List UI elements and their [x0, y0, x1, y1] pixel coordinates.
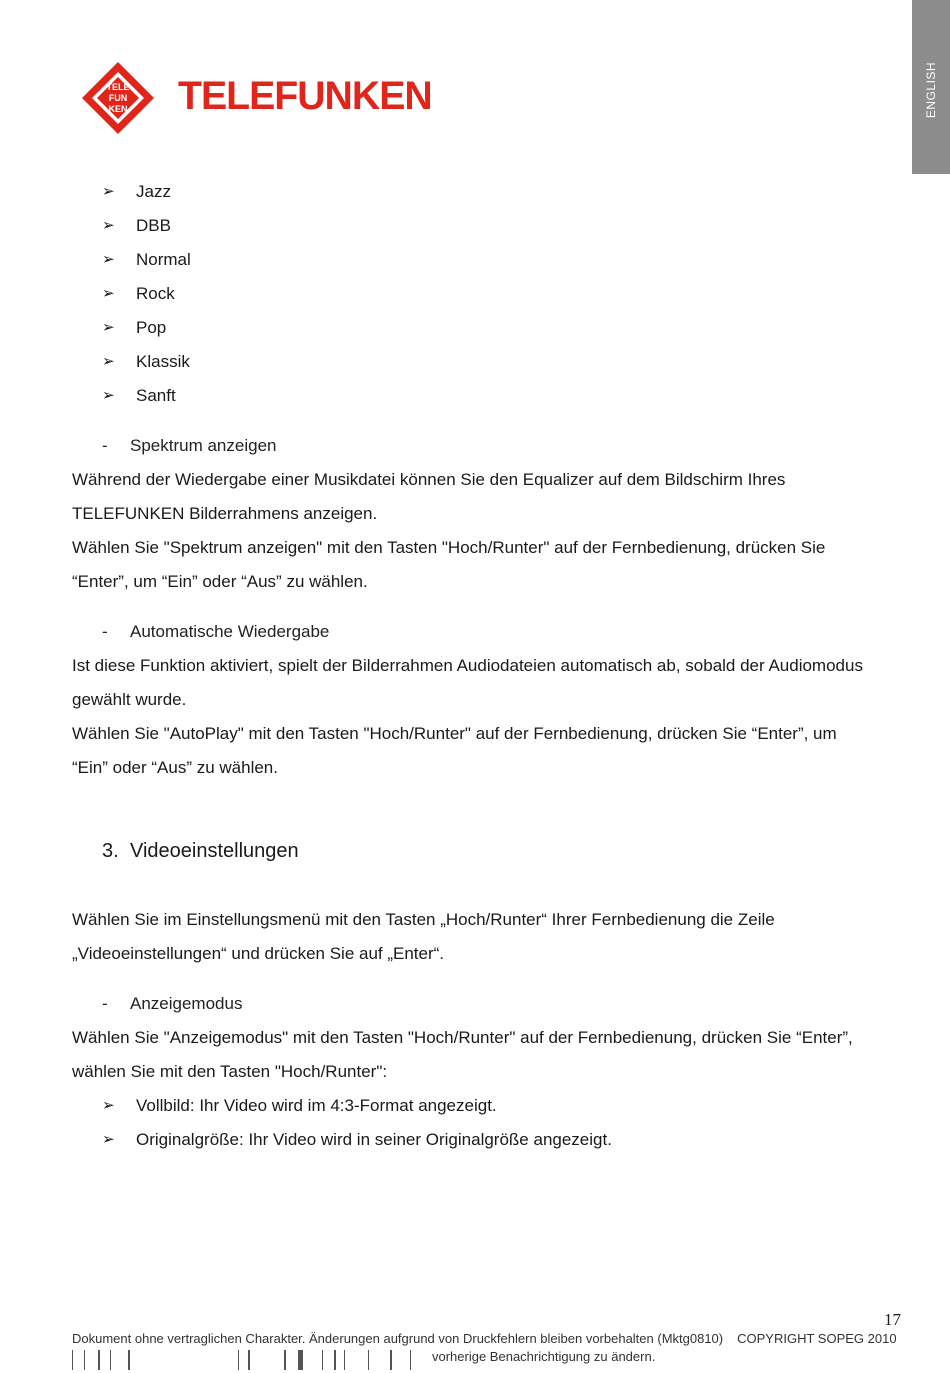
- option-term: Vollbild: [136, 1096, 190, 1115]
- paragraph: wählen Sie mit den Tasten "Hoch/Runter":: [72, 1062, 388, 1081]
- arrow-bullet-icon: ➢: [102, 319, 115, 336]
- section-number: 3.: [102, 840, 119, 862]
- subsection-title-anzeigemodus: - Anzeigemodus: [102, 994, 243, 1013]
- brand-name: TELEFUNKEN: [178, 73, 432, 118]
- arrow-bullet-icon: ➢: [102, 1131, 115, 1148]
- arrow-bullet-icon: ➢: [102, 217, 115, 234]
- paragraph: gewählt wurde.: [72, 690, 187, 709]
- paragraph: Wählen Sie "Anzeigemodus" mit den Tasten "Hoch/Runter" auf der Fernbedienung, drücken Sie “Enter”,: [72, 1028, 853, 1047]
- list-item-label: Klassik: [136, 352, 190, 371]
- paragraph: Wählen Sie "Spektrum anzeigen" mit den Tasten "Hoch/Runter" auf der Fernbedienung, drücken Sie: [72, 538, 826, 557]
- paragraph: “Ein” oder “Aus” zu wählen.: [72, 758, 278, 777]
- list-item-label: Pop: [136, 318, 167, 337]
- list-item: [72, 243, 902, 277]
- option-term: Originalgröße: [136, 1130, 239, 1149]
- arrow-bullet-icon: ➢: [102, 183, 115, 200]
- language-tab-label: ENGLISH: [924, 61, 938, 119]
- list-item-label: DBB: [136, 216, 171, 235]
- paragraph: Wählen Sie im Einstellungsmenü mit den Tasten „Hoch/Runter“ Ihrer Fernbedienung die Zeile: [72, 910, 775, 929]
- arrow-bullet-icon: ➢: [102, 251, 115, 268]
- paragraph: TELEFUNKEN Bilderrahmens anzeigen.: [72, 504, 378, 523]
- language-tab: [912, 0, 950, 174]
- list-item: [72, 379, 902, 413]
- telefunken-logo: [80, 60, 437, 136]
- emblem-text-1: TELE: [106, 82, 130, 92]
- arrow-bullet-icon: ➢: [102, 285, 115, 302]
- list-item-label: Rock: [136, 284, 175, 303]
- list-item-label: Sanft: [136, 386, 176, 405]
- list-item-label: Jazz: [136, 182, 171, 201]
- page-number: 17: [884, 1310, 901, 1329]
- paragraph: „Videoeinstellungen“ und drücken Sie auf „Enter“.: [72, 944, 445, 963]
- footer: [72, 1330, 897, 1366]
- footer-disclaimer: Dokument ohne vertraglichen Charakter. Änderungen aufgrund von Druckfehlern bleiben vorbehalten (Mktg0810): [72, 1331, 724, 1346]
- option-text: : Ihr Video wird im 4:3-Format angezeigt.: [189, 1096, 497, 1115]
- footer-line-2: vorherige Benachrichtigung zu ändern.: [432, 1349, 656, 1364]
- paragraph: “Enter”, um “Ein” oder “Aus” zu wählen.: [72, 572, 368, 591]
- arrow-bullet-icon: ➢: [102, 1097, 115, 1114]
- list-item: [72, 209, 902, 243]
- list-item: [72, 345, 902, 379]
- list-item: [72, 277, 902, 311]
- list-item: [72, 1089, 902, 1123]
- arrow-bullet-icon: ➢: [102, 387, 115, 404]
- section-title: Videoeinstellungen: [130, 840, 299, 862]
- section-heading: [72, 831, 902, 871]
- paragraph: Während der Wiedergabe einer Musikdatei können Sie den Equalizer auf dem Bildschirm Ihres: [72, 470, 786, 489]
- list-item: [72, 175, 902, 209]
- subsection-title-autoplay: - Automatische Wiedergabe: [102, 622, 330, 641]
- document-body: [72, 175, 902, 1157]
- emblem-text-3: KEN: [108, 104, 128, 114]
- paragraph: Ist diese Funktion aktiviert, spielt der Bilderrahmen Audiodateien automatisch ab, sobald der Audiomodus: [72, 656, 863, 675]
- footer-copyright: COPYRIGHT SOPEG 2010: [737, 1331, 897, 1346]
- list-item-label: Normal: [136, 250, 191, 269]
- paragraph: Wählen Sie "AutoPlay" mit den Tasten "Hoch/Runter" auf der Fernbedienung, drücken Sie “Enter”, um: [72, 724, 837, 743]
- list-item: [72, 311, 902, 345]
- option-text: : Ihr Video wird in seiner Originalgröße angezeigt.: [239, 1130, 612, 1149]
- arrow-bullet-icon: ➢: [102, 353, 115, 370]
- emblem-text-2: FUN: [108, 93, 128, 103]
- subsection-title-spektrum: - Spektrum anzeigen: [102, 436, 277, 455]
- telefunken-emblem-icon: [80, 60, 156, 136]
- list-item: [72, 1123, 902, 1157]
